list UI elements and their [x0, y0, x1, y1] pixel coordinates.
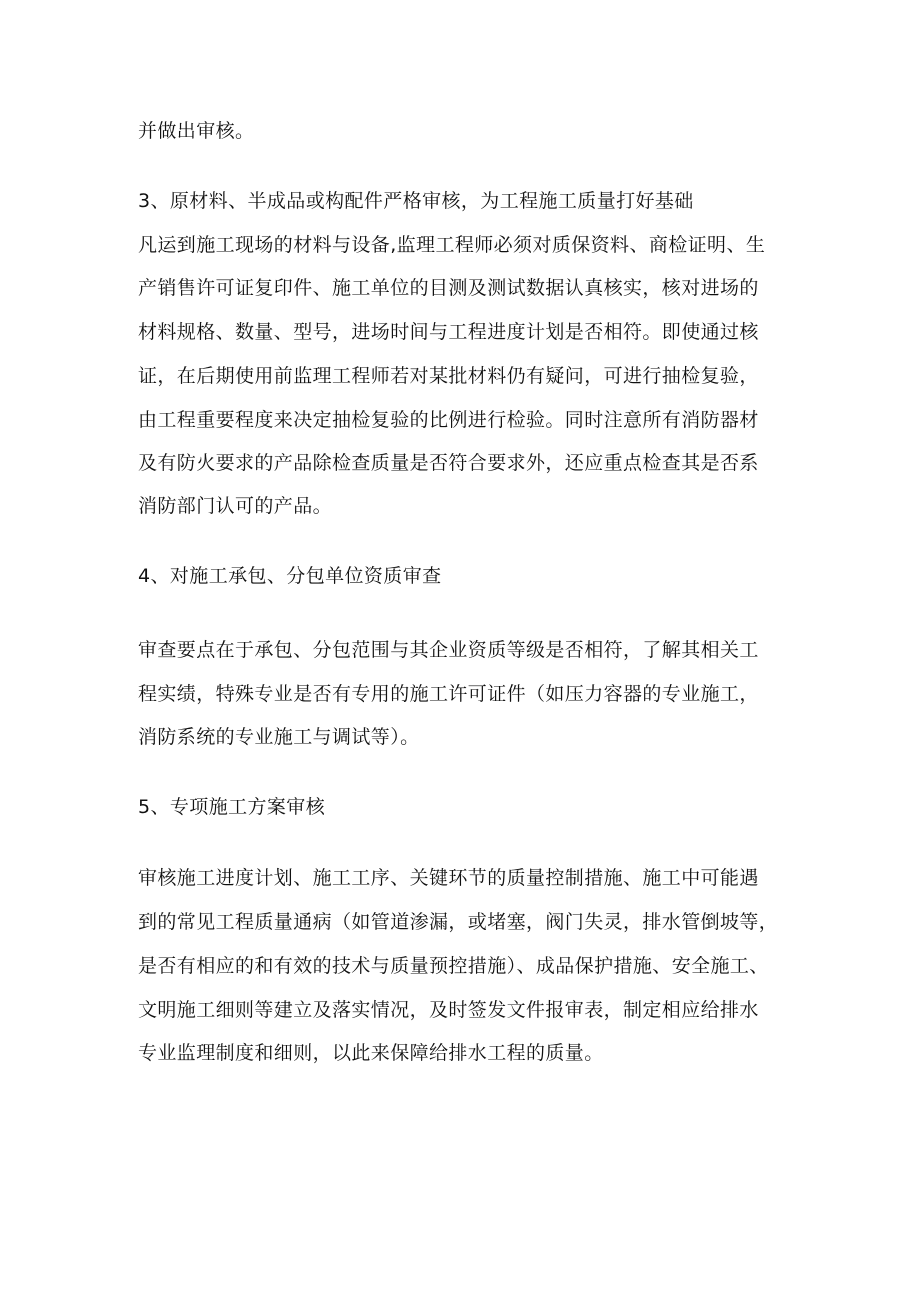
- section-3-body-line: 材料规格、数量、型号，进场时间与工程进度计划是否相符。即使通过核: [138, 321, 759, 343]
- section-4-body-line: 审查要点在于承包、分包范围与其企业资质等级是否相符，了解其相关工: [138, 639, 759, 661]
- section-3-body-line: 由工程重要程度来决定抽检复验的比例进行检验。同时注意所有消防器材: [138, 409, 759, 431]
- section-4-heading: 4、对施工承包、分包单位资质审查: [138, 565, 442, 587]
- section-5-body-line: 专业监理制度和细则，以此来保障给排水工程的质量。: [138, 1042, 604, 1064]
- section-3-body-line: 凡运到施工现场的材料与设备,监理工程师必须对质保资料、商检证明、生: [138, 234, 766, 256]
- section-5-heading: 5、专项施工方案审核: [138, 796, 326, 818]
- section-3-body-line: 产销售许可证复印件、施工单位的目测及测试数据认真核实，核对进场的: [138, 277, 759, 299]
- section-4-body-line: 消防系统的专业施工与调试等）。: [138, 726, 420, 748]
- section-5-body-line: 审核施工进度计划、施工工序、关键环节的质量控制措施、施工中可能遇: [138, 867, 759, 889]
- section-5-body-line: 到的常见工程质量通病（如管道渗漏，或堵塞，阀门失灵，排水管倒坡等，: [138, 911, 779, 933]
- section-3-body-line: 消防部门认可的产品。: [138, 495, 333, 517]
- section-5-body-line: 文明施工细则等建立及落实情况，及时签发文件报审表，制定相应给排水: [138, 999, 759, 1021]
- section-3-body-line: 及有防火要求的产品除检查质量是否符合要求外，还应重点检查其是否系: [138, 452, 759, 474]
- section-3-heading: 3、原材料、半成品或构配件严格审核，为工程施工质量打好基础: [138, 190, 694, 212]
- section-5-body-line: 是否有相应的和有效的技术与质量预控措施）、成品保护措施、安全施工、: [138, 955, 769, 977]
- section-4-body-line: 程实绩，特殊专业是否有专用的施工许可证件（如压力容器的专业施工，: [138, 683, 759, 705]
- intro-fragment: 并做出审核。: [138, 120, 255, 142]
- section-3-body-line: 证，在后期使用前监理工程师若对某批材料仍有疑问，可进行抽检复验，: [138, 365, 759, 387]
